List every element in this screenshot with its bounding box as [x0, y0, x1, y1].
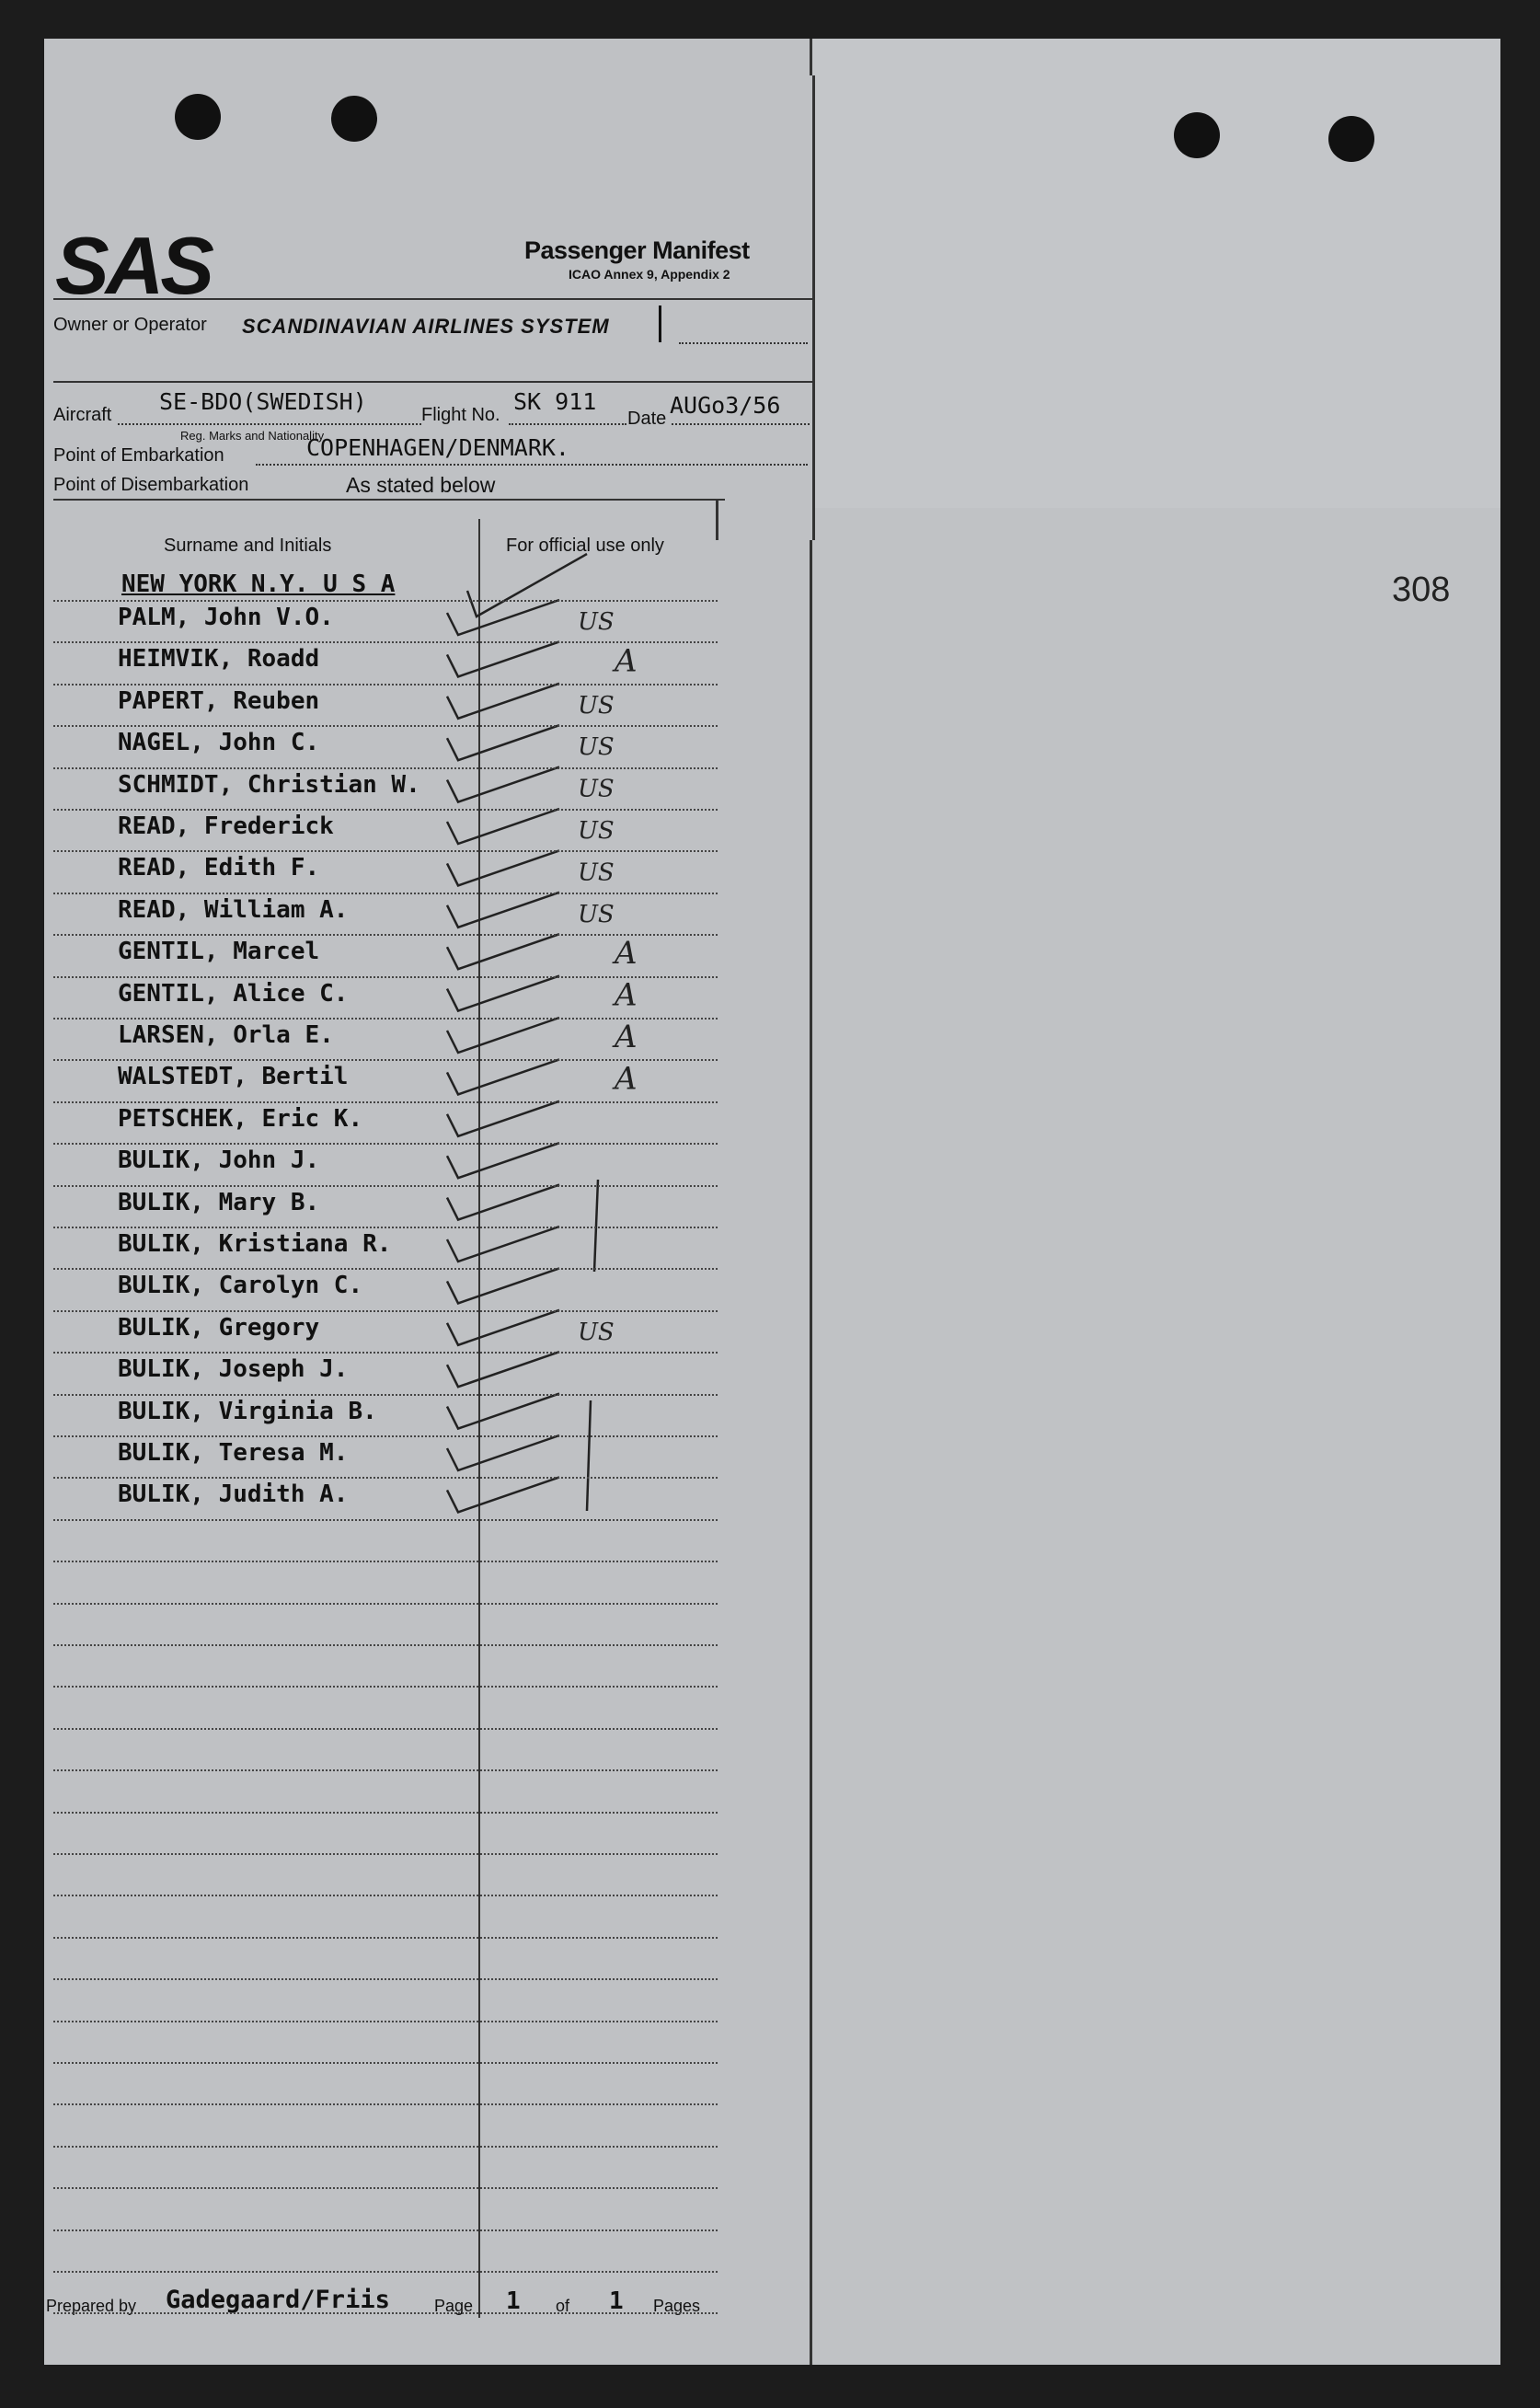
ruled-line: [53, 2062, 718, 2064]
pages-label: Pages: [653, 2297, 701, 2315]
passenger-name: BULIK, Teresa M.: [118, 1439, 349, 1467]
passenger-name: BULIK, Judith A.: [118, 1481, 349, 1508]
ruled-line: [53, 1394, 718, 1396]
aircraft-sublabel: Reg. Marks and Nationality: [180, 429, 325, 443]
ruled-line: [53, 1937, 718, 1939]
footer: [44, 2284, 762, 2330]
divider: [53, 499, 725, 501]
official-mark: US: [578, 858, 615, 887]
embarkation-label: Point of Embarkation: [53, 445, 224, 466]
destination-heading: NEW YORK N.Y. U S A: [121, 570, 396, 598]
embarkation-value: COPENHAGEN/DENMARK.: [306, 434, 569, 461]
passenger-name: BULIK, Carolyn C.: [118, 1272, 363, 1299]
ruled-line: [53, 1561, 718, 1562]
flight-value: SK 911: [513, 388, 597, 415]
passenger-name: HEIMVIK, Roadd: [118, 645, 320, 673]
ruled-line: [53, 2187, 718, 2189]
passenger-name: PAPERT, Reuben: [118, 687, 320, 715]
passenger-name: BULIK, Joseph J.: [118, 1355, 349, 1383]
divider: [679, 342, 808, 344]
ruled-line: [53, 1352, 718, 1354]
divider: [509, 423, 626, 425]
ruled-line: [53, 2146, 718, 2148]
passenger-name: SCHMIDT, Christian W.: [118, 771, 420, 799]
ruled-line: [53, 1435, 718, 1437]
passenger-name: PETSCHEK, Eric K.: [118, 1105, 363, 1133]
of-label: of: [556, 2297, 570, 2315]
aircraft-label: Aircraft: [53, 405, 112, 425]
ruled-line: [53, 1227, 718, 1228]
ruled-line: [53, 1853, 718, 1855]
ruled-line: [53, 2312, 718, 2314]
ruled-line: [53, 641, 718, 643]
passenger-name: BULIK, Virginia B.: [118, 1398, 377, 1425]
ruled-line: [53, 2021, 718, 2022]
punch-hole: [1328, 116, 1374, 162]
ruled-line: [53, 1895, 718, 1896]
ruled-line: [53, 2271, 718, 2273]
stamp-number: 308: [1392, 570, 1451, 609]
ruled-line: [53, 1644, 718, 1646]
sheet-stub: [754, 508, 1500, 2365]
ruled-line: [53, 1185, 718, 1187]
disembarkation-label: Point of Disembarkation: [53, 475, 249, 495]
official-mark: US: [578, 608, 615, 636]
punch-hole: [331, 96, 377, 142]
ruled-line: [53, 1519, 718, 1521]
ruled-line: [53, 1477, 718, 1479]
date-label: Date: [627, 409, 667, 429]
ruled-line: [53, 767, 718, 769]
passenger-name: BULIK, John J.: [118, 1146, 320, 1174]
disembarkation-value: As stated below: [346, 473, 496, 497]
prepared-label: Prepared by: [46, 2297, 137, 2315]
ruled-line: [53, 1268, 718, 1270]
divider: [716, 499, 721, 540]
passenger-name: LARSEN, Orla E.: [118, 1021, 334, 1049]
ruled-line: [53, 1101, 718, 1103]
column-divider: [478, 519, 480, 2318]
ruled-line: [53, 934, 718, 936]
ruled-line: [53, 976, 718, 978]
official-mark: US: [578, 733, 615, 762]
aircraft-value: SE-BDO(SWEDISH): [159, 388, 367, 415]
ruled-line: [53, 809, 718, 811]
ruled-line: [53, 850, 718, 852]
ruled-line: [53, 1812, 718, 1814]
divider: [118, 423, 421, 425]
ruled-line: [53, 1728, 718, 1730]
passenger-name: READ, William A.: [118, 896, 349, 924]
passenger-name: GENTIL, Marcel: [118, 938, 320, 965]
divider: [672, 423, 810, 425]
passenger-name: READ, Edith F.: [118, 854, 320, 881]
passenger-name: BULIK, Mary B.: [118, 1189, 320, 1216]
manifest-subtitle: ICAO Annex 9, Appendix 2: [569, 267, 730, 282]
official-mark: A: [615, 976, 638, 1014]
passenger-name: BULIK, Gregory: [118, 1314, 320, 1342]
operator-label: Owner or Operator: [53, 315, 207, 335]
manifest-sheet: [44, 39, 1500, 2365]
official-mark: US: [578, 900, 615, 928]
official-mark: US: [578, 1318, 615, 1346]
ruled-line: [53, 1143, 718, 1145]
ruled-line: [53, 1059, 718, 1061]
ruled-line: [53, 1310, 718, 1312]
ruled-line: [53, 1686, 718, 1688]
punch-hole: [1174, 112, 1220, 158]
ruled-line: [53, 1018, 718, 1020]
manifest-title: Passenger Manifest: [524, 236, 750, 264]
ruled-line: [53, 2229, 718, 2231]
page-label: Page: [434, 2297, 474, 2315]
passenger-name: BULIK, Kristiana R.: [118, 1230, 392, 1258]
page-value: 1: [506, 2287, 521, 2315]
official-mark: US: [578, 691, 615, 720]
column-header-name: Surname and Initials: [164, 536, 332, 556]
ruled-line: [53, 893, 718, 894]
ruled-line: [53, 2103, 718, 2105]
prepared-value: Gadegaard/Friis: [166, 2286, 390, 2314]
passenger-name: GENTIL, Alice C.: [118, 980, 349, 1008]
ruled-line: [53, 1769, 718, 1771]
ruled-line: [53, 725, 718, 727]
flight-label: Flight No.: [421, 405, 500, 425]
official-mark: A: [615, 642, 638, 680]
ruled-line: [53, 1603, 718, 1605]
divider: [53, 298, 812, 300]
column-header-official: For official use only: [506, 536, 664, 556]
divider: [53, 381, 812, 383]
divider: [659, 305, 665, 342]
official-mark: A: [615, 935, 638, 973]
operator-value: SCANDINAVIAN AIRLINES SYSTEM: [242, 315, 610, 338]
official-mark: US: [578, 775, 615, 803]
ruled-line: [53, 600, 718, 602]
passenger-name: PALM, John V.O.: [118, 604, 334, 631]
official-mark: A: [615, 1019, 638, 1055]
ruled-line: [53, 684, 718, 686]
passenger-name: READ, Frederick: [118, 812, 334, 840]
date-value: AUGo3/56: [670, 392, 781, 419]
of-value: 1: [609, 2287, 624, 2315]
ruled-line: [53, 1978, 718, 1980]
official-mark: US: [578, 817, 615, 845]
passenger-name: WALSTEDT, Bertil: [118, 1063, 349, 1090]
official-mark: A: [615, 1060, 638, 1098]
sas-logo: SAS: [55, 220, 211, 311]
punch-hole: [175, 94, 221, 140]
divider: [256, 464, 808, 466]
passenger-name: NAGEL, John C.: [118, 729, 320, 756]
